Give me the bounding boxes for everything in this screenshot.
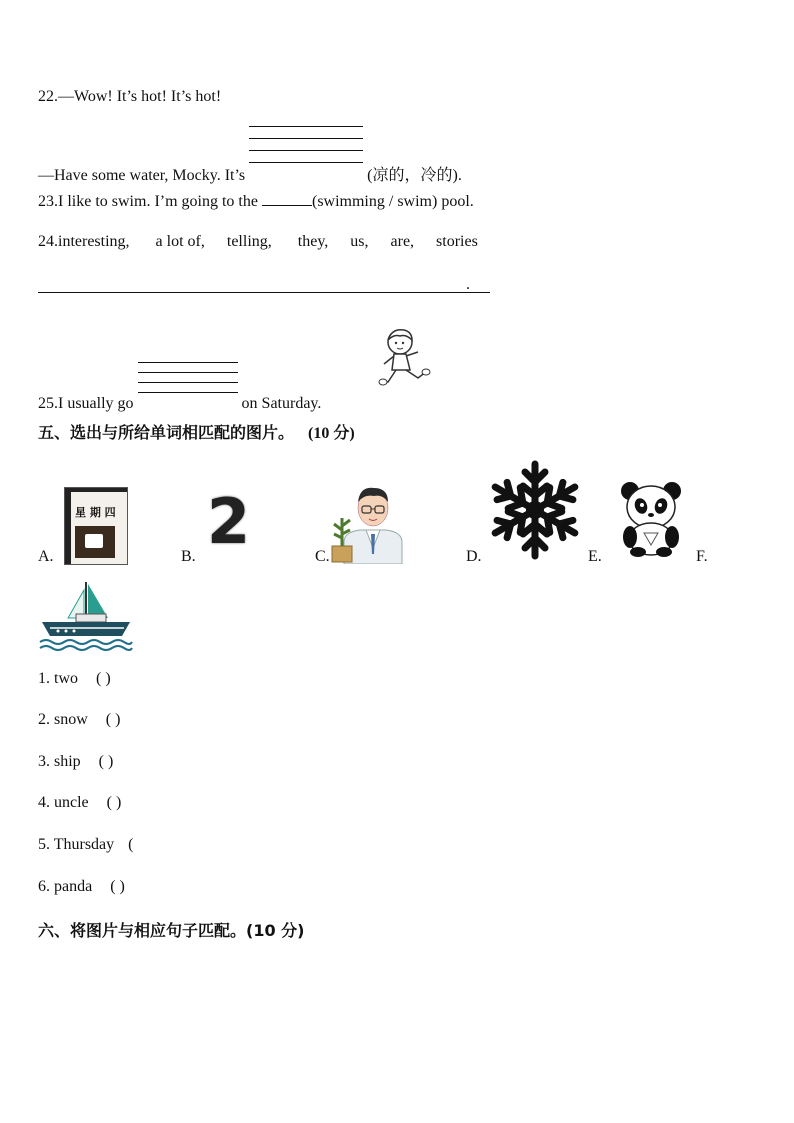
q24-word: a lot of, xyxy=(155,233,205,250)
q23-line xyxy=(38,191,474,211)
section5-heading xyxy=(38,420,355,443)
q24-word-list xyxy=(38,233,478,251)
q24-word: telling, xyxy=(226,233,272,250)
running-boy-picture xyxy=(378,326,434,392)
match-item-panda xyxy=(38,878,125,896)
q24-answer-line[interactable] xyxy=(38,292,490,293)
q25-sentence-end: on Saturday. xyxy=(241,395,322,412)
q24-end-mark: . xyxy=(466,276,470,293)
match-item-snow xyxy=(38,711,120,729)
answer-parentheses[interactable]: ( xyxy=(128,836,134,853)
digit-two-text: 2 xyxy=(207,485,251,558)
q25-sentence-start: 25.I usually go xyxy=(38,395,134,412)
match-item-thursday xyxy=(38,836,133,854)
q22-hint: (凉的，冷的). xyxy=(367,167,462,184)
section6-title: 六、将图片与相应句子匹配。(10 分) xyxy=(38,921,305,940)
q23-sentence-start: 23.I like to swim. I’m going to the xyxy=(38,193,258,210)
match-item-ship xyxy=(38,753,113,771)
q23-sentence-end: (swimming / swim) pool. xyxy=(311,193,474,210)
q22-dialogue-line2: —Have some water, Mocky. It’s xyxy=(38,167,246,184)
match-item-two xyxy=(38,670,111,688)
q25-answer-blank[interactable] xyxy=(138,378,238,412)
option-label-a: A. xyxy=(38,548,54,565)
answer-parentheses[interactable]: ( ) xyxy=(96,670,111,687)
section5-title: 五、选出与所给单词相匹配的图片。 xyxy=(38,423,295,442)
snowflake-picture xyxy=(486,458,584,562)
calendar-text: 星 期 四 xyxy=(75,506,116,519)
option-label-f: F. xyxy=(696,548,708,565)
panda-picture xyxy=(618,479,684,557)
item-word: 2. snow xyxy=(38,711,88,728)
answer-parentheses[interactable]: ( ) xyxy=(105,711,121,728)
answer-parentheses[interactable]: ( ) xyxy=(106,794,122,811)
q23-answer-blank[interactable] xyxy=(262,191,312,206)
uncle-picture xyxy=(330,482,412,564)
q24-word: stories xyxy=(436,233,478,250)
item-word: 4. uncle xyxy=(38,794,89,811)
q24-number: 24. xyxy=(38,233,58,250)
digit-two-picture xyxy=(207,485,259,558)
option-label-c: C. xyxy=(315,548,330,565)
q22-line1 xyxy=(38,88,221,106)
item-word: 3. ship xyxy=(38,753,81,770)
item-word: 1. two xyxy=(38,670,78,687)
option-label-e: E. xyxy=(588,548,602,565)
calendar-picture xyxy=(64,487,128,565)
q24-word: interesting, xyxy=(58,233,130,250)
q22-answer-blank[interactable] xyxy=(249,150,363,184)
q25-line xyxy=(38,378,321,413)
item-word: 6. panda xyxy=(38,878,93,895)
q22-line2 xyxy=(38,150,462,185)
match-item-uncle xyxy=(38,794,121,812)
q24-word: they, xyxy=(297,233,329,250)
answer-parentheses[interactable]: ( ) xyxy=(98,753,114,770)
answer-parentheses[interactable]: ( ) xyxy=(110,878,125,895)
section6-heading xyxy=(38,918,304,941)
q24-period xyxy=(466,276,470,294)
q22-dialogue-line1: 22.—Wow! It’s hot! It’s hot! xyxy=(38,88,222,105)
q24-word: are, xyxy=(390,233,415,250)
option-label-b: B. xyxy=(181,548,196,565)
q24-word: us, xyxy=(350,233,369,250)
ship-picture xyxy=(38,578,134,652)
option-label-d: D. xyxy=(466,548,482,565)
item-word: 5. Thursday xyxy=(38,836,115,853)
section5-points: (10 分) xyxy=(308,425,355,442)
